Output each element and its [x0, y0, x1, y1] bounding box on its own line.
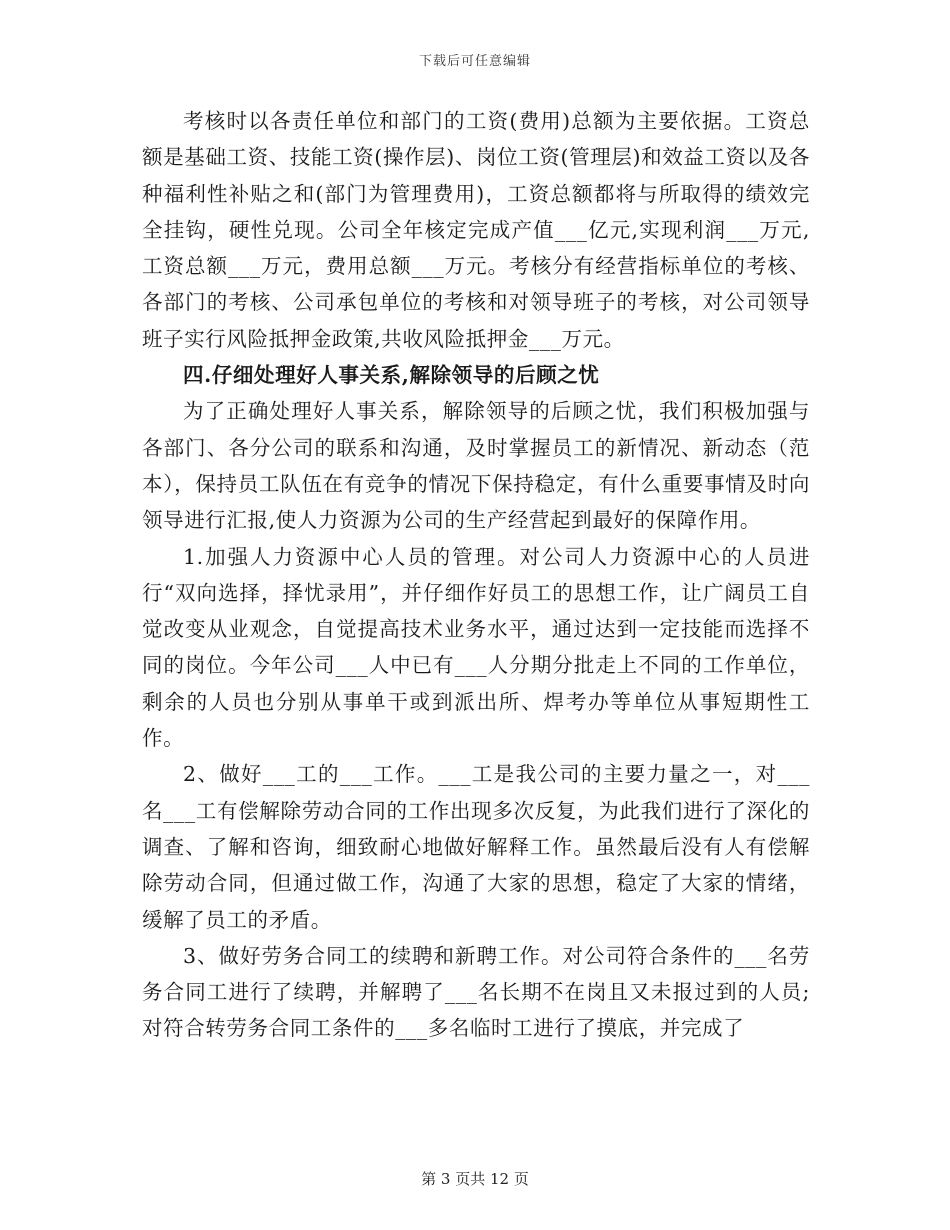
document-body	[142, 103, 810, 1047]
paragraph-personnel-relations: 为了正确处理好人事关系，解除领导的后顾之忧，我们积极加强与各部门、各分公司的联系和沟通，及时掌握员工的新情况、新动态（范本），保持员工队伍在有竞争的情况下保持稳定，有什么重要事情及时向领导进行汇报,使人力资源为公司的生产经营起到最好的保障作用。	[142, 399, 810, 533]
section-heading-personnel: 四.仔细处理好人事关系,解除领导的后顾之忧	[183, 363, 600, 388]
paragraph-item-1: 1.加强人力资源中心人员的管理。对公司人力资源中心的人员进行“双向选择，择忧录用”，并仔细作好员工的思想工作，让广阔员工自觉改变从业观念，自觉提高技术业务水平，通过达到一定技能而选择不同的岗位。今年公司___人中已有___人分期分批走上不同的工作单位，剩余的人员也分别从事单干或到派出所、焊考办等单位从事短期性工作。	[142, 544, 810, 751]
page-number: 第 3 页共 12 页	[421, 1170, 529, 1188]
paragraph-item-3: 3、做好劳务合同工的续聘和新聘工作。对公司符合条件的___名劳务合同工进行了续聘，并解聘了___名长期不在岗且又未报过到的人员;对符合转劳务合同工条件的___多名临时工进行了摸底，并完成了	[142, 943, 810, 1041]
paragraph-item-2: 2、做好___工的___工作。___工是我公司的主要力量之一，对___名___工有偿解除劳动合同的工作出现多次反复，为此我们进行了深化的调查、了解和咨询，细致耐心地做好解释工作。虽然最后没有人有偿解除劳动合同，但通过做工作，沟通了大家的思想，稳定了大家的情绪，缓解了员工的矛盾。	[142, 762, 810, 932]
paragraph-assessment: 考核时以各责任单位和部门的工资(费用)总额为主要依据。工资总额是基础工资、技能工资(操作层)、岗位工资(管理层)和效益工资以及各种福利性补贴之和(部门为管理费用)，工资总额都将与所取得的绩效完全挂钩，硬性兑现。公司全年核定完成产值___亿元,实现利润___万元,工资总额___万元，费用总额___万元。考核分有经营指标单位的考核、各部门的考核、公司承包单位的考核和对领导班子的考核，对公司领导班子实行风险抵押金政策,共收风险抵押金___万元。	[142, 109, 810, 351]
page-header: 下载后可任意编辑	[418, 54, 531, 69]
